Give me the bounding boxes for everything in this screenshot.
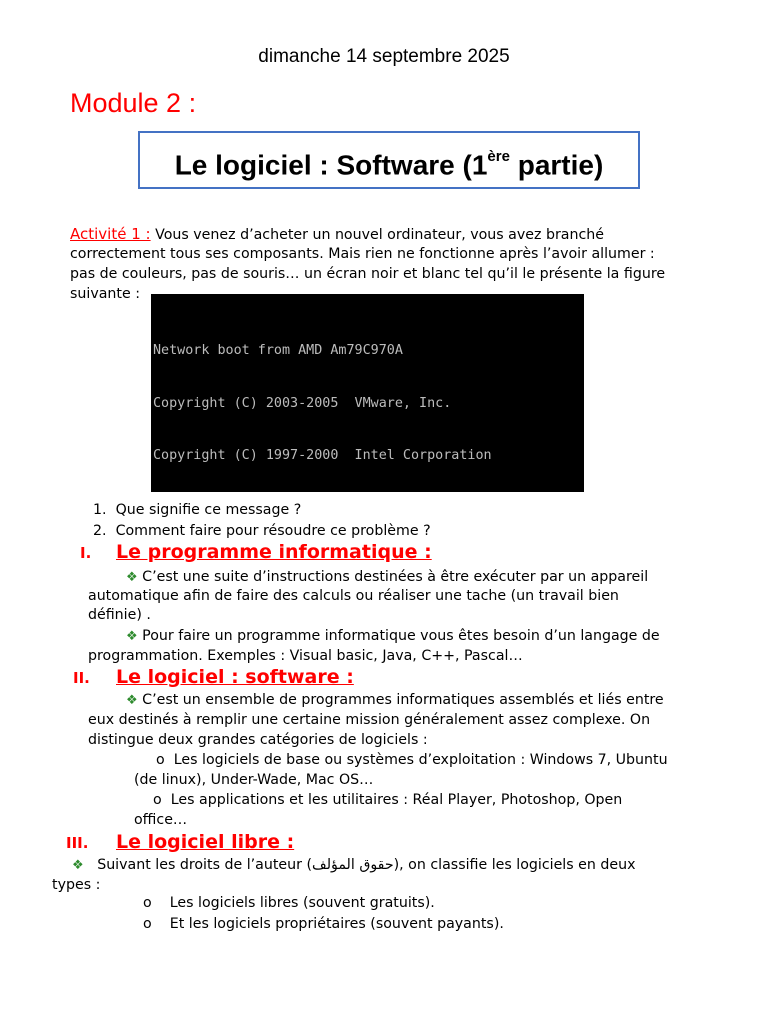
paragraph-text: C’est un ensemble de programmes informatiques assemblés et liés entre — [142, 692, 664, 708]
console-line: Network boot from AMD Am79C970A — [153, 343, 403, 358]
s1-p2-line-1 — [126, 626, 660, 647]
title-end: partie) — [509, 149, 604, 181]
section-title: Le logiciel : software : — [116, 666, 354, 688]
s1-p2-line-2: programmation. Exemples : Visual basic, Java, C++, Pascal… — [88, 648, 523, 664]
activity-line-2: correctement tous ses composants. Mais rien ne fonctionne après l’avoir allumer : — [70, 246, 655, 262]
s2-sub2-line-2: office… — [134, 812, 188, 828]
s2-p1-line-3: distingue deux grandes catégories de logiciels : — [88, 732, 428, 748]
paragraph-text: Pour faire un programme informatique vous êtes besoin d’un langage de — [142, 628, 660, 644]
section-title-3 — [116, 831, 294, 853]
activity-label: Activité 1 : — [70, 225, 151, 243]
paragraph-text: Suivant les droits de l’auteur ( — [97, 857, 313, 873]
title-superscript: ère — [487, 148, 510, 165]
diamond-bullet-icon: ❖ — [72, 858, 84, 873]
boot-error-screen — [151, 294, 584, 492]
diamond-bullet-icon: ❖ — [126, 570, 138, 585]
document-title-box — [138, 131, 640, 189]
activity-line-3: pas de couleurs, pas de souris… un écran noir et blanc tel qu’il le présente la figure — [70, 266, 666, 282]
question-1 — [93, 500, 301, 521]
section-title-1 — [116, 541, 432, 563]
circle-bullet: o — [153, 792, 162, 808]
console-line: Copyright (C) 2003-2005 VMware, Inc. — [153, 395, 452, 411]
s3-item-2 — [143, 914, 504, 934]
section-heading-3 — [66, 831, 88, 853]
section-number: II. — [73, 669, 90, 687]
circle-bullet: o — [156, 752, 165, 768]
document-date: dimanche 14 septembre 2025 — [258, 46, 510, 67]
question-number: 1. — [93, 502, 107, 518]
circle-bullet: o — [143, 895, 152, 911]
list-item-text: Et les logiciels propriétaires (souvent payants). — [169, 916, 504, 932]
s1-p1-line-3: définie) . — [88, 607, 151, 623]
activity-line-1 — [70, 224, 604, 245]
question-text: Comment faire pour résoudre ce problème ? — [115, 523, 431, 539]
arabic-text: حقوق المؤلف — [312, 857, 394, 873]
circle-bullet: o — [143, 916, 152, 932]
question-text: Que signifie ce message ? — [115, 502, 302, 518]
question-number: 2. — [93, 523, 107, 539]
diamond-bullet-icon: ❖ — [126, 693, 138, 708]
diamond-bullet-icon: ❖ — [126, 629, 138, 644]
console-line: Copyright (C) 1997-2000 Intel Corporation — [153, 448, 492, 463]
activity-line-4: suivante : — [70, 286, 140, 302]
section-title: Le programme informatique : — [116, 541, 432, 563]
section-title: Le logiciel libre : — [116, 831, 295, 853]
activity-text-1: Vous venez d’acheter un nouvel ordinateur, vous avez branché — [150, 227, 605, 243]
s1-p1-line-2: automatique afin de faire des calculs ou réaliser une tache (un travail bien — [88, 588, 619, 604]
list-item-text: Les logiciels libres (souvent gratuits). — [169, 895, 435, 911]
s2-p1-line-1 — [126, 690, 664, 711]
paragraph-text: Les applications et les utilitaires : Réal Player, Photoshop, Open — [170, 792, 623, 808]
paragraph-text: ), on classifie les logiciels en deux — [393, 857, 636, 873]
s2-sub1-line-1 — [156, 750, 668, 770]
paragraph-text: Les logiciels de base ou systèmes d’exploitation : Windows 7, Ubuntu — [173, 752, 668, 768]
section-heading-2 — [73, 666, 90, 688]
s3-p1-line-1 — [72, 855, 636, 876]
s2-sub2-line-1 — [153, 790, 622, 810]
s2-sub1-line-2: (de linux), Under-Wade, Mac OS… — [134, 772, 374, 788]
paragraph-text: C’est une suite d’instructions destinées à être exécuter par un appareil — [142, 569, 649, 585]
s1-p1-line-1 — [126, 567, 648, 588]
section-number: I. — [80, 544, 92, 562]
s3-item-1 — [143, 893, 435, 913]
section-title-2 — [116, 666, 354, 688]
title-main: Le logiciel : Software (1 — [174, 149, 488, 181]
s3-p1-line-2: types : — [52, 877, 101, 893]
section-heading-1 — [80, 541, 91, 563]
module-title: Module 2 : — [70, 88, 197, 118]
s2-p1-line-2: eux destinés à remplir une certaine mission généralement assez complexe. On — [88, 712, 651, 728]
question-2 — [93, 521, 431, 542]
section-number: III. — [66, 834, 89, 852]
